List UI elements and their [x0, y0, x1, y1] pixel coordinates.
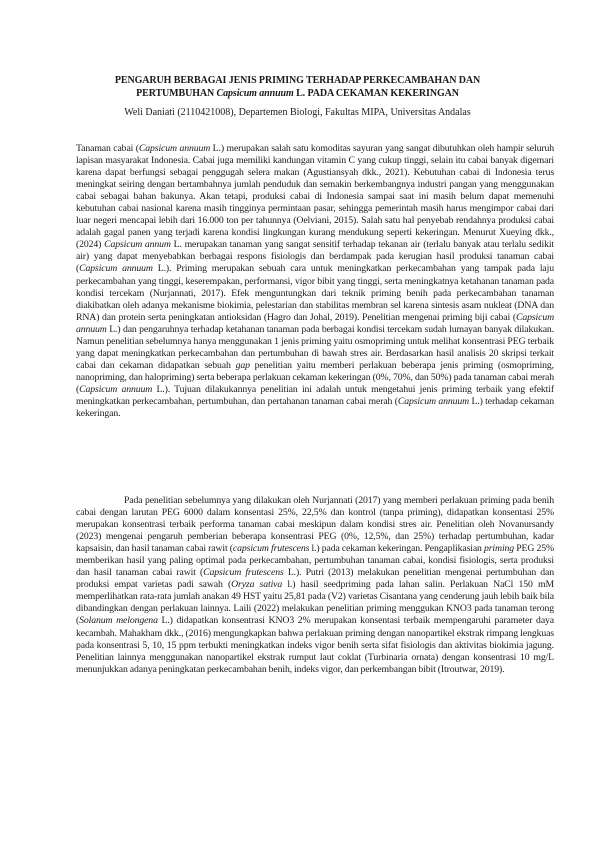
title-line-2: [136, 88, 459, 99]
italic-term: Oryza sativa: [231, 579, 283, 591]
text-run: L.) dan pengaruhnya terhadap ketahanan tanaman pada berbagai kondisi tercekam sudah lumayan banyak dilakukan. Namun penelitian sebelumnya hanya menggunakan 1 jenis priming yaitu osmopriming untuk melihat konsentrasi PEG terbaik yang dapat meningkatkan perkecambahan dan pertumbuhan di bawah stres air. Berdasarkan hasil analisis 20 skripsi terkait cabai dan cekaman didapatkan sebuah: [76, 323, 554, 371]
italic-term: Capsicum annuum: [79, 383, 153, 395]
italic-term: Capsicum annuum: [138, 143, 211, 154]
italic-term: Capsicum annuum: [76, 311, 554, 335]
title-species-name: Capsicum annuum: [216, 88, 294, 99]
text-run: Tanaman cabai (: [76, 143, 139, 154]
italic-term: priming: [484, 543, 515, 555]
text-run: L.) merupakan salah satu komoditas sayuran yang sangat dibutuhkan oleh hampir seluruh lapisan masyarakat Indonesia. Cabai juga memiliki kandungan vitamin C yang cukup tinggi, selain itu cabai banyak digemari karena dapat berfungsi sebagai penggugah selera makan (Agustiansyah dkk., 2021). Kebutuhan cabai di Indonesia terus meningkat seiring dengan bertambahnya jumlah penduduk dan semakin berkembangnya industri pangan yang menggunakan cabai sebagai bahan bakunya. Akan tetapi, produksi cabai di Indonesia sampai saat ini masih belum dapat memenuhi kebutuhan cabai nasional karena masih tingginya permintaan pasar, sehingga pemerintah masih harus mengimpor cabai dari luar negeri mencapai lebih dari 16.000 ton per tahunnya (Oelviani, 2015). Salah satu hal penyebab rendahnya produksi cabai adalah gagal panen yang terjadi karena kondisi lingkungan kurang mendukung seperti kekeringan. Menurut Xueying dkk., (2024): [76, 143, 554, 251]
title-line-1: PENGARUH BERBAGAI JENIS PRIMING TERHADAP PERKECAMBAHAN DAN: [114, 75, 481, 86]
text-run: penelitian yaitu memberi perlakuan beberapa jenis priming (osmopriming, nanopriming, dan halopriming) serta beberapa perlakuan cekaman kekeringan (0%, 70%, dan 50%) pada tanaman cabai merah (: [76, 359, 554, 395]
text-run: L. merupakan tanaman yang sangat sensitif terhadap tekanan air (terlalu banyak atau terlalu sedikit air) yang dapat menyebabkan berbagai respons fisiologis dan berdampak pada kerugian hasil produksi tanaman cabai (: [76, 239, 555, 275]
text-run: l.) pada cekaman kekeringan. Pengaplikasian: [309, 543, 484, 555]
title-line-2-start: PERTUMBUHAN: [136, 88, 217, 99]
italic-term: gap: [235, 359, 250, 371]
text-run: L.). Priming merupakan sebuah cara untuk meningkatkan perkecambahan yang tampak pada laju perkecambahan yang tinggi, keserempakan, performansi, vigor bibit yang tinggi, serta meningkatnya ketahanan tanaman pada kondisi tercekam (Nurjannati, 2017). Efek menguntungkan dari teknik priming benih pada perkecambahan tanaman diakibatkan oleh adanya mekanisme biokimia, pelestarian dan stabilitas membran sel karena sintesis asam nukleat (DNA dan RNA) dan protein serta peningkatan antioksidan (Hagro dan Johal, 2019). Penelitian mengenai priming biji cabai (: [76, 263, 554, 323]
text-run: Pada penelitian sebelumnya yang dilakukan oleh Nurjannati (2017) yang memberi perlakuan priming pada benih cabai dengan larutan PEG 6000 dalam konsentasi 25%, 22,5% dan kontrol (tanpa priming), didapatkan konsentasi 25% merupakan konsentrasi terbaik performa tanaman cabai meskipun dalam kondisi stres air. Penelitian oleh Novanursandy (2023) mengenai pengaruh pemberian beberapa konsentrasi PEG (0%, 12,5%, dan 25%) terhadap pertumbuhan, kadar kapsaisin, dan hasil tanaman cabai rawit (: [76, 495, 554, 555]
text-run: PEG 25% memberikan hasil yang paling optimal pada perkecambahan, pertumbuhan tanaman cabai, kondisi fisiologis, serta produksi dan hasil tanaman cabai rawit (: [76, 543, 554, 579]
paragraph-previous-research: [76, 495, 554, 676]
text-run: L.) didapatkan konsentrasi KNO3 2% merupakan konsentasi terbaik mempengaruhi parameter daya kecambah. Mahakham dkk., (2016) mengungkapkan bahwa perlakuan priming dengan nanopartikel ekstrak rimpang lengkuas pada konsentrasi 5, 10, 15 ppm terbukti meningkatkan indeks vigor benih serta sifat fisiologis dan aktivitas biokimia jagung. Penelitian lainnya menggunakan nanopartikel ekstrak rumput laut coklat (Turbinaria ornata) dengan konsentrasi 10 mg/L menunjukkan adanya peningkatan perkecambahan benih, indeks vigor, dan perkembangan bibit (Itroutwar, 2019).: [76, 615, 554, 675]
italic-term: Capsicum annum: [104, 239, 171, 251]
author-affiliation: Weli Daniati (2110421008), Departemen Biologi, Fakultas MIPA, Universitas Andalas: [124, 107, 471, 118]
italic-term: Capsicum frutescens: [203, 567, 284, 579]
italic-term: Capsicum annuum: [397, 395, 470, 407]
title-line-2-end: L. PADA CEKAMAN KEKERINGAN: [293, 88, 459, 99]
italic-term: Capsicum annuum: [79, 263, 153, 275]
paper-title: [60, 74, 535, 100]
paragraph-introduction: [76, 143, 554, 420]
italic-term: Solanum melongena: [79, 615, 158, 627]
text-run: L.) terhadap cekaman kekeringan.: [76, 395, 554, 420]
text-run: L.). Tujuan dilakukannya penelitian ini adalah untuk mengetahui jenis priming terbaik yang efektif meningkatkan perkecambahan, pertumbuhan, dan pertahanan tanaman cabai merah (: [76, 383, 554, 407]
italic-term: capsicum frutescens: [232, 543, 310, 555]
text-run: l.) hasil seedpriming pada lahan salin. Perlakuan NaCl 150 mM memperlihatkan rata-rata jumlah anakan 49 HST yaitu 25,81 pada (V2) varietas Cisantana yang cenderung jauh lebih baik bila dibandingkan dengan perlakuan lainnya. Laili (2022) melakukan penelitian priming menggukan KNO3 pada tanaman terong (: [76, 579, 554, 627]
text-run: L.). Putri (2013) melakukan penelitian mengenai pertumbuhan dan produksi empat varietas padi sawah (: [76, 567, 554, 591]
